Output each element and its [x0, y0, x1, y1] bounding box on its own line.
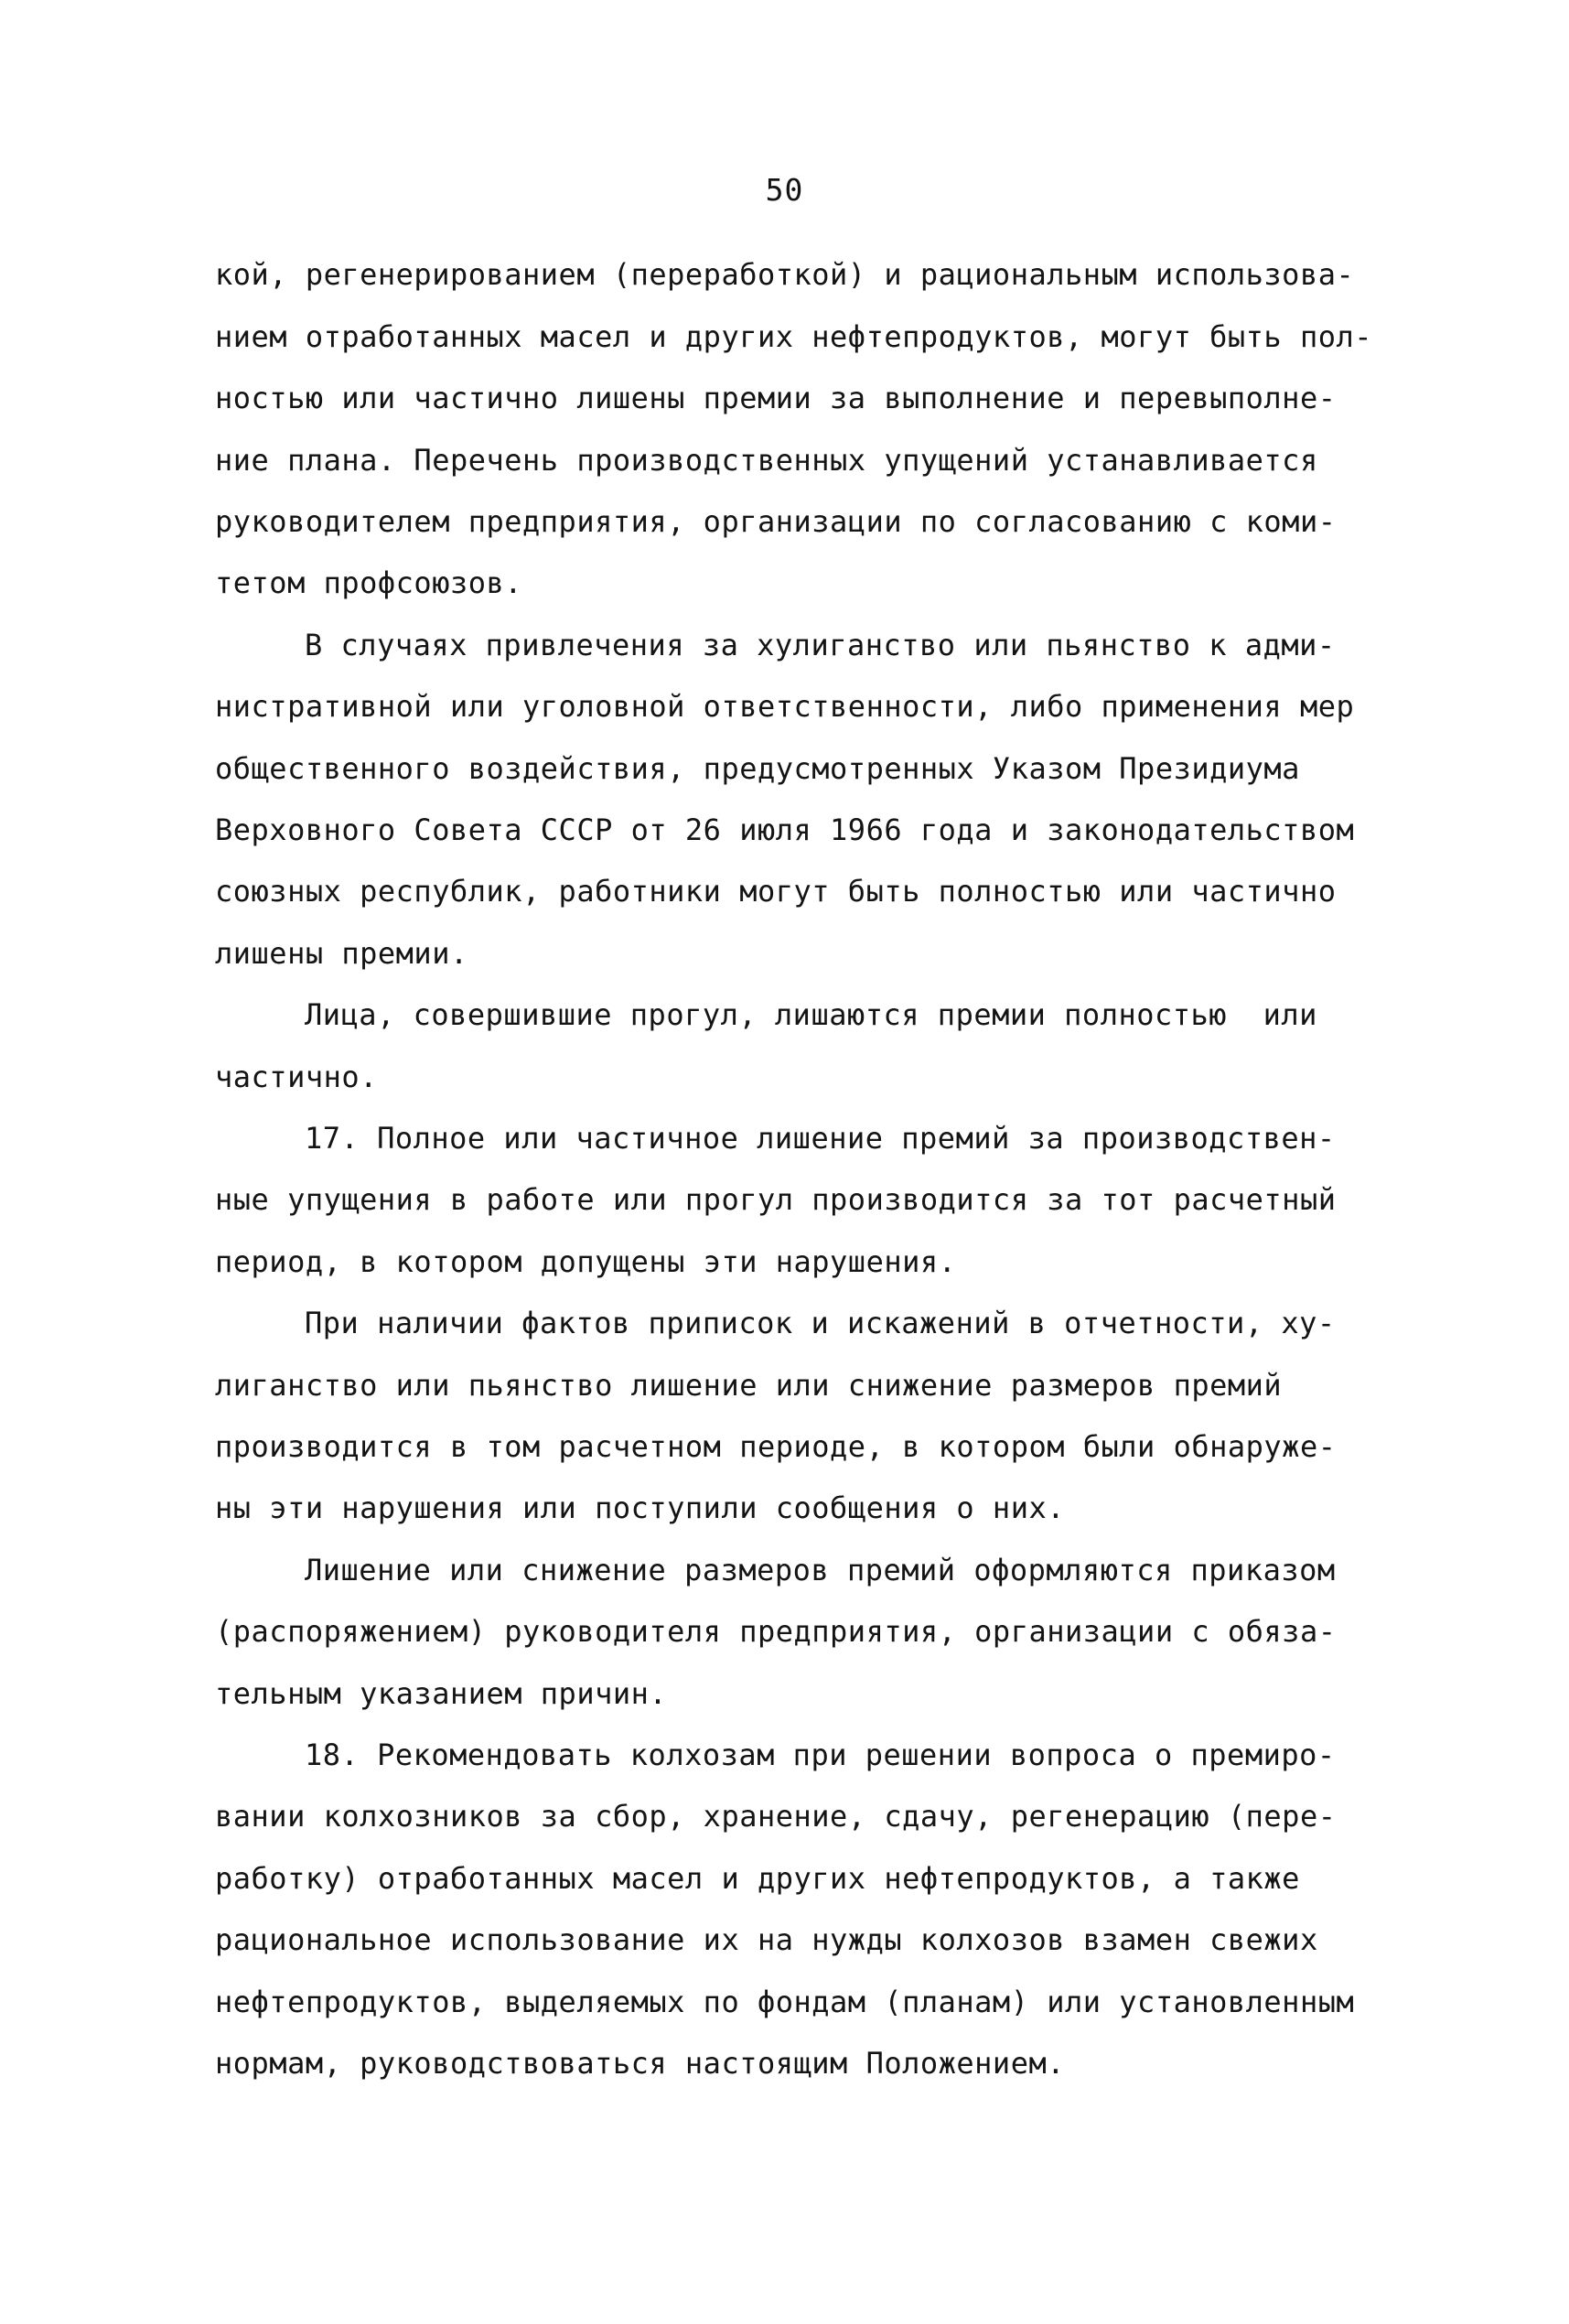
text-line: В случаях привлечения за хулиганство или пьянство к адми- [305, 628, 1336, 662]
text-line: При наличии фактов приписок и искажений в отчетности, ху- [305, 1306, 1336, 1340]
text-line: Лица, совершившие прогул, лишаются премии полностью или [305, 997, 1317, 1032]
text-line: ностью или частично лишены премии за выполнение и перевыполне- [215, 381, 1337, 415]
text-line: лишены премии. [215, 936, 468, 971]
text-line: тетом профсоюзов. [215, 565, 523, 600]
text-line: кой, регенерированием (переработкой) и рациональным использова- [215, 257, 1355, 292]
text-line: лиганство или пьянство лишение или снижение размеров премий [215, 1368, 1283, 1403]
text-line: нием отработанных масел и других нефтепродуктов, могут быть пол- [215, 319, 1372, 354]
text-line: (распоряжением) руководителя предприятия, организации с обяза- [215, 1614, 1337, 1649]
text-line: ные упущения в работе или прогул производится за тот расчетный [215, 1182, 1337, 1217]
text-line: вании колхозников за сбор, хранение, сдачу, регенерацию (пере- [215, 1799, 1337, 1834]
text-line: производится в том расчетном периоде, в котором были обнаруже- [215, 1429, 1337, 1464]
text-line: нефтепродуктов, выделяемых по фондам (планам) или установленным [215, 1985, 1355, 2019]
text-line: Верховного Совета СССР от 26 июля 1966 года и законодательством [215, 812, 1355, 847]
page-number: 50 [765, 172, 804, 208]
text-line: ние плана. Перечень производственных упущений устанавливается [215, 443, 1318, 478]
text-line: 17. Полное или частичное лишение премий за производствен- [305, 1121, 1336, 1156]
text-line: нормам, руководствоваться настоящим Положением. [215, 2046, 1065, 2081]
text-line: союзных республик, работники могут быть полностью или частично [215, 874, 1337, 909]
text-line: ны эти нарушения или поступили сообщения о них. [215, 1490, 1065, 1525]
text-line: общественного воздействия, предусмотренных Указом Президиума [215, 751, 1300, 786]
text-line: руководителем предприятия, организации по согласованию с коми- [215, 504, 1337, 539]
text-line: период, в котором допущены эти нарушения. [215, 1244, 957, 1279]
text-line: рациональное использование их на нужды колхозов взамен свежих [215, 1922, 1318, 1957]
text-line: Лишение или снижение размеров премий оформляются приказом [305, 1553, 1336, 1587]
text-line: работку) отработанных масел и других нефтепродуктов, а также [215, 1861, 1300, 1896]
text-line: 18. Рекомендовать колхозам при решении вопроса о премиро- [305, 1738, 1336, 1772]
text-line: тельным указанием причин. [215, 1676, 668, 1711]
text-line: нистративной или уголовной ответственности, либо применения мер [215, 689, 1355, 724]
text-line: частично. [215, 1060, 378, 1094]
